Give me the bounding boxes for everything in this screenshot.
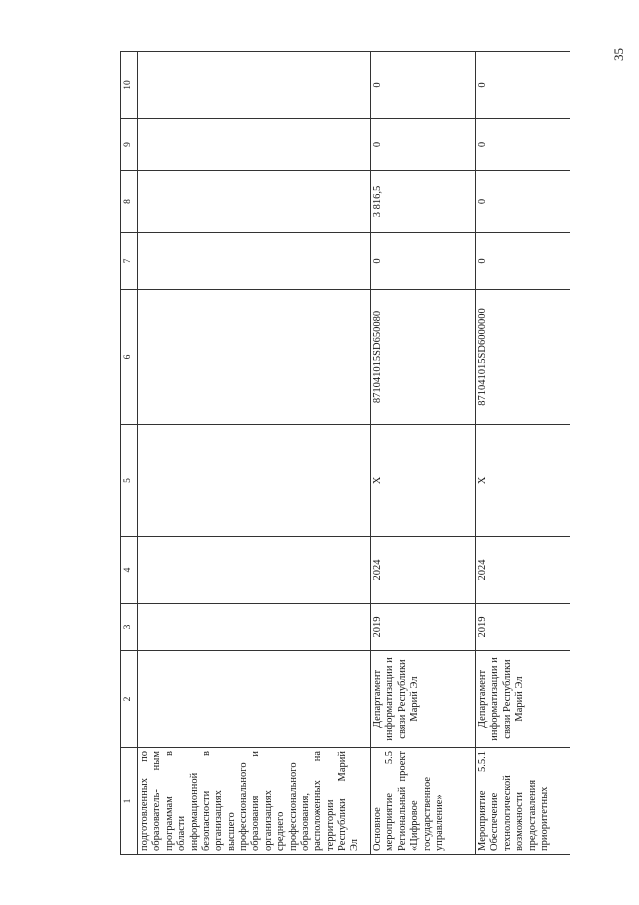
start-year: 2019 [476, 604, 571, 651]
cell: 0 [476, 52, 571, 119]
cell [138, 537, 371, 604]
cell [138, 651, 371, 748]
table-row [371, 52, 476, 855]
cell: 0 [371, 119, 476, 171]
budget-code: 871041015SD650080 [371, 290, 476, 425]
cell [138, 171, 371, 233]
table-row [476, 52, 571, 855]
cell [138, 119, 371, 171]
cell: 0 [476, 233, 571, 290]
header-col-5: 5 [121, 425, 138, 537]
cell [138, 233, 371, 290]
header-col-9: 9 [121, 119, 138, 171]
budget-code: 871041015SD6000000 [476, 290, 571, 425]
header-col-7: 7 [121, 233, 138, 290]
row-description: подготовленных по образователь- ным программам в области информационной безопасности в организациях высшего профессионального образования и организациях среднего профессионального образования, расположенных на территории Республики Марий Эл [138, 748, 371, 855]
row-description: Основное мероприятие 5.5 Региональный проект «Цифровое государственное управление» [371, 748, 476, 855]
header-col-4: 4 [121, 537, 138, 604]
cell: 0 [371, 52, 476, 119]
cell: X [476, 425, 571, 537]
header-col-2: 2 [121, 651, 138, 748]
row-description: Мероприятие 5.5.1 Обеспечение технологической возможности предоставления приоритетных [476, 748, 571, 855]
start-year: 2019 [371, 604, 476, 651]
cell: 3 816,5 [371, 171, 476, 233]
header-row [121, 52, 138, 855]
header-col-10: 10 [121, 52, 138, 119]
header-col-6: 6 [121, 290, 138, 425]
responsible-executor: Департамент информатизации и связи Республики Марий Эл [371, 651, 476, 748]
header-col-1: 1 [121, 748, 138, 855]
header-col-3: 3 [121, 604, 138, 651]
program-table [120, 51, 570, 855]
page-number: 35 [611, 48, 626, 61]
responsible-executor: Департамент информатизации и связи Республики Марий Эл [476, 651, 571, 748]
cell: X [371, 425, 476, 537]
table-row [138, 52, 371, 855]
cell [138, 604, 371, 651]
cell: 0 [371, 233, 476, 290]
cell [138, 290, 371, 425]
cell [138, 425, 371, 537]
end-year: 2024 [476, 537, 571, 604]
cell: 0 [476, 171, 571, 233]
end-year: 2024 [371, 537, 476, 604]
cell: 0 [476, 119, 571, 171]
cell [138, 52, 371, 119]
header-col-8: 8 [121, 171, 138, 233]
